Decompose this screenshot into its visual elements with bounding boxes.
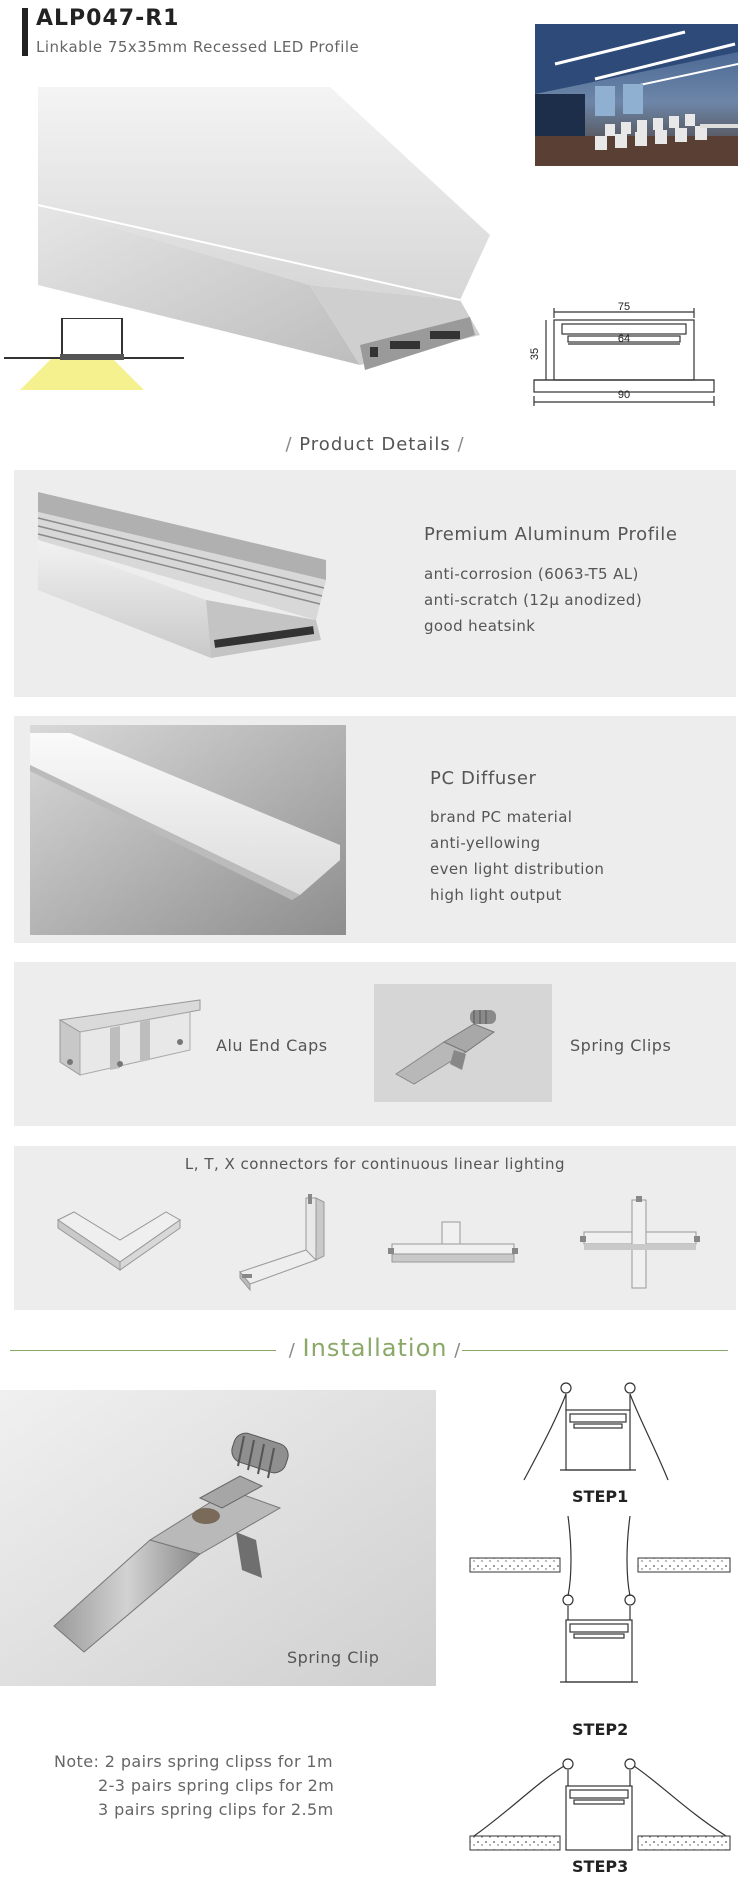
step3-diagram xyxy=(468,1752,732,1862)
step1-diagram xyxy=(520,1380,670,1490)
spring-clip-photo xyxy=(0,1390,436,1686)
dim-top-width: 75 xyxy=(617,301,631,313)
spring-clip-label: Spring Clip xyxy=(287,1648,380,1667)
diffuser-image xyxy=(30,725,346,935)
step2-diagram xyxy=(468,1516,732,1686)
diffuser-line-2: anti-yellowing xyxy=(430,834,541,852)
title-accent-bar xyxy=(22,8,28,56)
aluminum-line-3: good heatsink xyxy=(424,617,536,635)
room-photo xyxy=(535,24,738,166)
aluminum-line-2: anti-scratch (12μ anodized) xyxy=(424,591,643,609)
aluminum-title: Premium Aluminum Profile xyxy=(424,524,678,545)
diffuser-line-4: high light output xyxy=(430,886,562,904)
aluminum-profile-image xyxy=(36,490,336,670)
spring-clips-label: Spring Clips xyxy=(570,1036,672,1055)
note-line-2: 2-3 pairs spring clips for 2m xyxy=(98,1776,335,1795)
diffuser-title: PC Diffuser xyxy=(430,768,537,789)
dim-inner-width: 64 xyxy=(617,333,631,345)
l-connector-image xyxy=(54,1204,184,1284)
l-vertical-connector-image xyxy=(236,1194,336,1294)
end-caps-label: Alu End Caps xyxy=(216,1036,328,1055)
product-details-heading: / Product Details / xyxy=(285,434,465,455)
note-line-3: 3 pairs spring clips for 2.5m xyxy=(98,1800,334,1819)
installation-heading: / Installation / xyxy=(288,1334,462,1362)
installation-heading-text: Installation xyxy=(302,1334,448,1362)
recessed-light-icon xyxy=(4,318,184,390)
spring-clips-image xyxy=(374,984,552,1102)
x-connector-image xyxy=(580,1196,700,1292)
t-connector-image xyxy=(388,1218,518,1274)
diffuser-line-1: brand PC material xyxy=(430,808,573,826)
diffuser-line-3: even light distribution xyxy=(430,860,605,878)
end-cap-image xyxy=(40,990,210,1080)
product-details-heading-text: Product Details xyxy=(299,434,451,455)
step1-label: STEP1 xyxy=(572,1487,629,1506)
aluminum-line-1: anti-corrosion (6063-T5 AL) xyxy=(424,565,639,583)
step2-label: STEP2 xyxy=(572,1720,629,1739)
connectors-caption: L, T, X connectors for continuous linear lighting xyxy=(184,1155,566,1173)
dim-bottom-width: 90 xyxy=(617,389,631,401)
product-title: ALP047-R1 xyxy=(36,6,180,31)
product-subtitle: Linkable 75x35mm Recessed LED Profile xyxy=(36,38,360,56)
dimension-drawing xyxy=(524,300,724,410)
note-line-1: Note: 2 pairs spring clipss for 1m xyxy=(54,1752,333,1771)
dim-height: 35 xyxy=(529,347,541,361)
step3-label: STEP3 xyxy=(572,1857,629,1876)
